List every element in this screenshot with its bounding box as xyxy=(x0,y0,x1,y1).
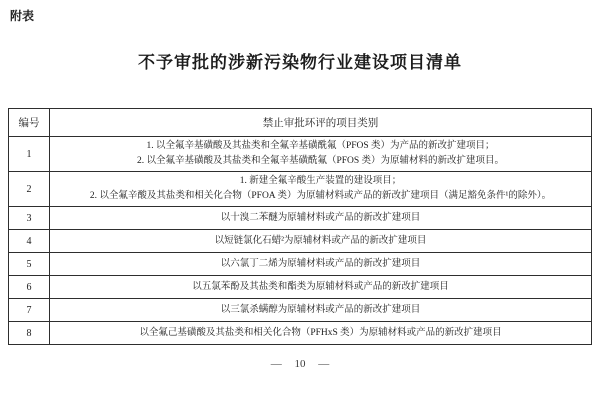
category-line: 以三氯杀螨醇为原辅材料或产品的新改扩建项目 xyxy=(220,304,421,315)
table-row xyxy=(9,230,592,253)
row-number-cell: 5 xyxy=(9,253,50,276)
table-row xyxy=(9,172,592,207)
row-category-cell xyxy=(50,207,592,230)
category-line: 1. 新建全氟辛酸生产装置的建设项目； xyxy=(239,176,402,186)
category-line: 1. 以全氟辛基磺酸及其盐类和全氟辛基磺酰氟（PFOS 类）为产品的新改扩建项目； xyxy=(146,141,495,151)
appendix-label: 附表 xyxy=(10,9,35,23)
page-number: 10 xyxy=(294,358,306,370)
page-title: 不予审批的涉新污染物行业建设项目清单 xyxy=(138,53,462,72)
column-header-category: 禁止审批环评的项目类别 xyxy=(50,109,592,137)
row-number-cell: 1 xyxy=(9,137,50,172)
row-category-cell xyxy=(50,299,592,322)
table-row xyxy=(9,253,592,276)
row-category-cell xyxy=(50,230,592,253)
footer-dash-right: — xyxy=(318,358,330,370)
row-number-cell: 8 xyxy=(9,322,50,345)
category-line: 以全氟己基磺酸及其盐类和相关化合物（PFHxS 类）为原辅材料或产品的新改扩建项目 xyxy=(139,327,502,338)
category-line: 2. 以全氟辛酸及其盐类和相关化合物（PFOA 类）为原辅材料或产品的新改扩建项目（满足豁免条件¹的除外）。 xyxy=(89,191,552,201)
table-row xyxy=(9,137,592,172)
table-row xyxy=(9,207,592,230)
row-category-cell xyxy=(50,137,592,172)
row-number-cell: 6 xyxy=(9,276,50,299)
footer-dash-left: — xyxy=(270,358,282,370)
row-category-cell xyxy=(50,253,592,276)
row-category-cell xyxy=(50,322,592,345)
column-header-number: 编号 xyxy=(9,109,50,137)
row-number-cell: 7 xyxy=(9,299,50,322)
row-category-cell xyxy=(50,276,592,299)
category-line: 以十溴二苯醚为原辅材料或产品的新改扩建项目 xyxy=(220,212,421,223)
category-line: 2. 以全氟辛基磺酸及其盐类和全氟辛基磺酰氟（PFOS 类）为原辅材料的新改扩建项目。 xyxy=(136,156,505,166)
page-footer xyxy=(0,358,600,370)
table-row xyxy=(9,299,592,322)
category-line: 以短链氯化石蜡²为原辅材料或产品的新改扩建项目 xyxy=(214,235,427,246)
category-line: 以五氯苯酚及其盐类和酯类为原辅材料或产品的新改扩建项目 xyxy=(192,281,449,292)
row-category-cell xyxy=(50,172,592,207)
category-line: 以六氯丁二烯为原辅材料或产品的新改扩建项目 xyxy=(220,258,421,269)
row-number-cell: 2 xyxy=(9,172,50,207)
table-header-row xyxy=(9,109,592,137)
prohibited-projects-table xyxy=(8,108,592,345)
table-row xyxy=(9,322,592,345)
row-number-cell: 3 xyxy=(9,207,50,230)
row-number-cell: 4 xyxy=(9,230,50,253)
table-row xyxy=(9,276,592,299)
